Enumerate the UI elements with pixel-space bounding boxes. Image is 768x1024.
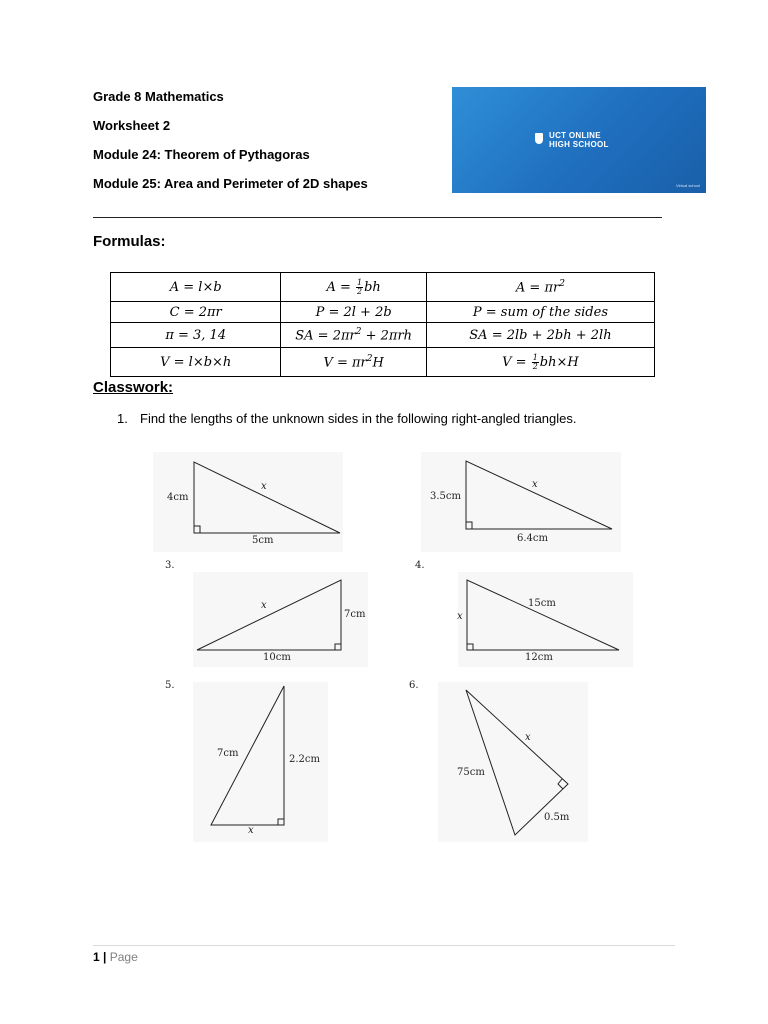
formula-part: H	[372, 355, 384, 371]
triangle-6-hyp: 75cm	[457, 767, 485, 778]
question-text: Find the lengths of the unknown sides in the following right-angled triangles.	[140, 411, 577, 426]
formula-part: V = πr	[323, 355, 367, 371]
triangle-2-hyp: x	[532, 479, 538, 490]
formula-part: bh	[364, 279, 381, 295]
page-number: 1	[93, 950, 100, 964]
question-number: 1.	[117, 411, 128, 426]
fraction-numerator: 1	[357, 277, 363, 287]
header-divider	[93, 217, 662, 218]
worksheet-title: Worksheet 2	[93, 118, 171, 133]
formula-prism-volume: V = l×b×h	[111, 348, 281, 377]
school-logo-text	[549, 131, 609, 149]
formula-triangle-area	[281, 273, 426, 302]
triangle-2-side-a: 3.5cm	[430, 491, 461, 502]
formula-circumference: C = 2πr	[111, 302, 281, 323]
exponent: 2	[366, 353, 373, 364]
triangle-1-side-b: 5cm	[252, 535, 274, 546]
formula-prism-sa: SA = 2lb + 2bh + 2lh	[426, 323, 654, 348]
formula-perimeter-general: P = sum of the sides	[426, 302, 654, 323]
formula-cylinder-volume	[281, 348, 426, 377]
crest-icon	[535, 133, 543, 144]
logo-line-1: UCT ONLINE	[549, 131, 601, 140]
triangles-figure	[93, 437, 683, 857]
formulas-heading: Formulas:	[93, 233, 166, 250]
table-row	[111, 273, 655, 302]
formula-pi: π = 3, 14	[111, 323, 281, 348]
table-row	[111, 348, 655, 377]
triangle-3-side-a: 7cm	[344, 609, 366, 620]
table-row	[111, 302, 655, 323]
triangle-6-number: 6.	[409, 680, 419, 691]
triangle-6-side-a: x	[525, 732, 531, 743]
formula-circle-area	[426, 273, 654, 302]
triangle-2-side-b: 6.4cm	[517, 533, 548, 544]
formula-part: A = πr	[515, 280, 560, 296]
table-row	[111, 323, 655, 348]
page-label: Page	[109, 950, 138, 964]
formula-part: V =	[502, 354, 531, 370]
question-1	[117, 411, 577, 426]
triangle-1-hyp: x	[261, 481, 267, 492]
triangle-1-side-a: 4cm	[167, 492, 189, 503]
grade-title: Grade 8 Mathematics	[93, 89, 224, 104]
formula-rect-perimeter: P = 2l + 2b	[281, 302, 426, 323]
formula-part: SA = 2πr	[295, 328, 356, 344]
exponent: 2	[559, 278, 565, 289]
triangle-4-side-b: 12cm	[525, 652, 553, 663]
page-footer	[93, 950, 138, 964]
footer-separator: |	[103, 950, 107, 964]
exponent: 2	[355, 326, 362, 337]
module-25-title: Module 25: Area and Perimeter of 2D shapes	[93, 176, 368, 191]
triangle-5-side-b: x	[248, 825, 254, 836]
formulas-table	[110, 272, 655, 377]
triangle-5-hyp: 7cm	[217, 748, 239, 759]
triangle-5-number: 5.	[165, 680, 175, 691]
formula-part: bh×H	[539, 354, 579, 370]
triangle-3-number: 3.	[165, 560, 175, 571]
triangle-3-side-b: 10cm	[263, 652, 291, 663]
triangle-6-side-b: 0.5m	[544, 812, 570, 823]
triangle-4-hyp: 15cm	[528, 598, 556, 609]
logo-line-2: HIGH SCHOOL	[549, 140, 609, 149]
formula-part: + 2πrh	[361, 328, 413, 344]
formula-cylinder-sa	[281, 323, 426, 348]
triangle-4-number: 4.	[415, 560, 425, 571]
classwork-heading: Classwork:	[93, 379, 174, 396]
triangle-4-side-a: x	[457, 611, 463, 622]
module-24-title: Module 24: Theorem of Pythagoras	[93, 147, 310, 162]
triangle-5-side-a: 2.2cm	[289, 754, 320, 765]
formula-rect-area: A = l×b	[111, 273, 281, 302]
formula-triangular-prism-volume	[426, 348, 654, 377]
footer-divider	[93, 945, 675, 946]
fraction-numerator: 1	[532, 352, 538, 362]
fraction	[532, 354, 539, 371]
fraction-denominator: 2	[357, 286, 363, 296]
triangle-3-hyp: x	[261, 600, 267, 611]
fraction	[356, 279, 363, 296]
school-banner	[452, 87, 706, 193]
formula-part: A =	[326, 279, 356, 295]
fraction-denominator: 2	[532, 361, 538, 371]
banner-small-text: Virtual school	[676, 183, 700, 188]
